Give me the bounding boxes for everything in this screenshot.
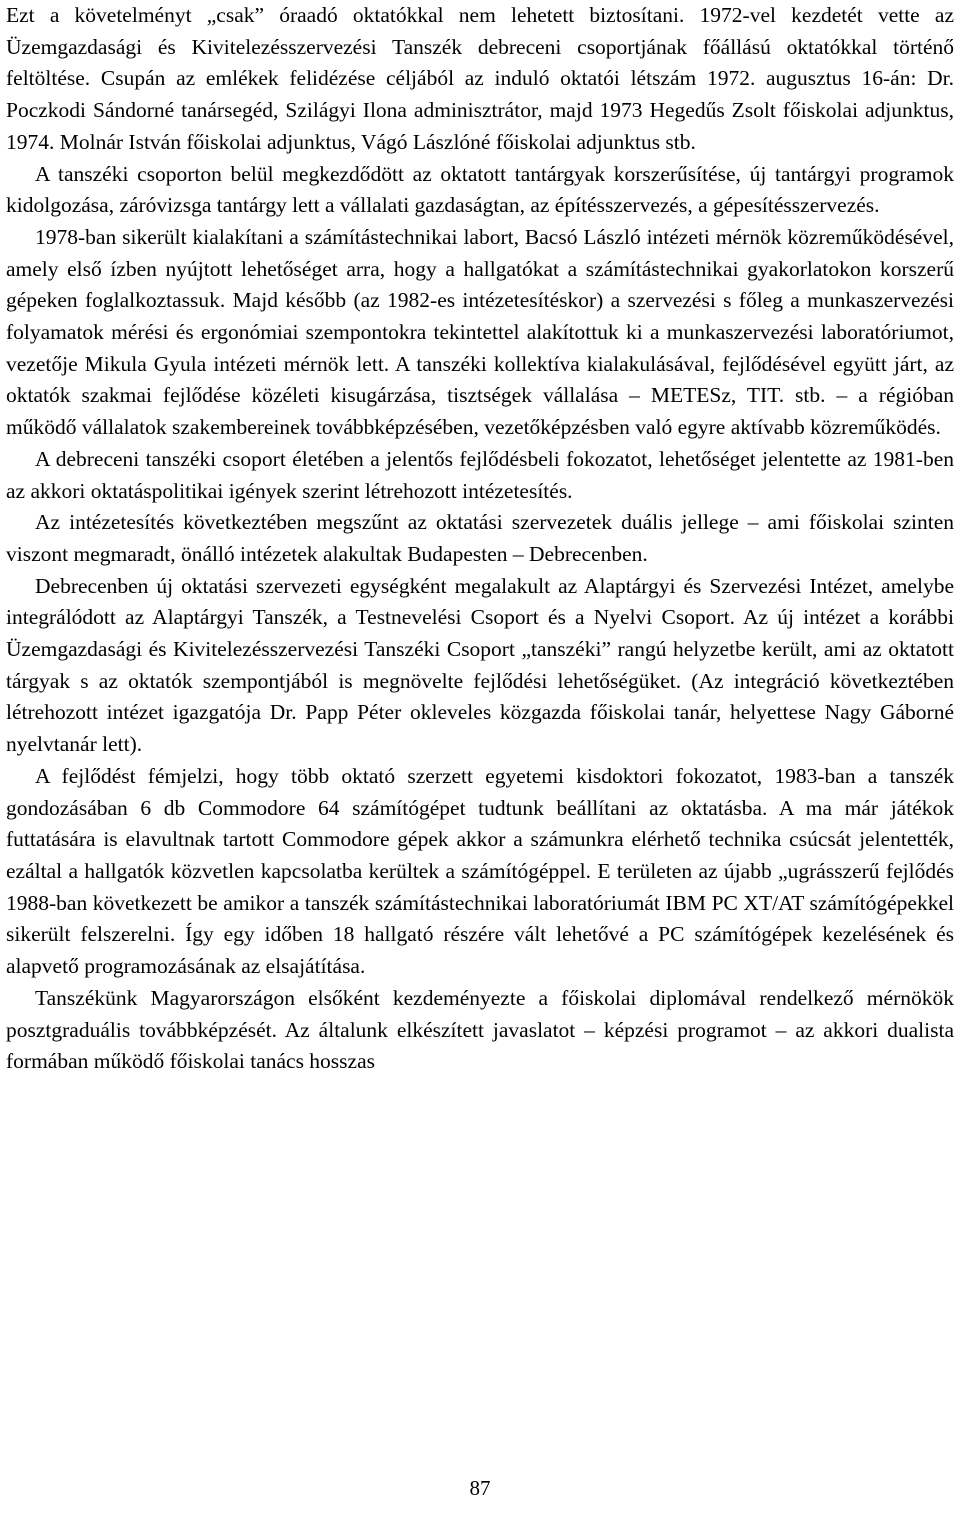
paragraph-2: A tanszéki csoporton belül megkezdődött az oktatott tantárgyak korszerűsítése, új tantárgyi programok kidolgozása, záróvizsga tantárgy lett a vállalati gazdaságtan, az építésszervezés, a gépesítésszervezés.	[6, 161, 954, 218]
paragraph-6: Debrecenben új oktatási szervezeti egységként megalakult az Alaptárgyi és Szervezési Intézet, amelybe integrálódott az Alaptárgyi Tanszék, a Testnevelési Csoport és a Nyelvi Csoport. Az új intézet a korábbi Üzemgazdasági és Kivitelezésszervezési Tanszéki Csoport „tanszéki” rangú helyzetbe került, ami az oktatott tárgyak s az oktatók szempontjából is megnövelte fejlődési lehetőségüket. (Az integráció következtében létrehozott intézet igazgatója Dr. Papp Péter okleveles közgazda főiskolai tanár, helyettese Nagy Gáborné nyelvtanár lett).	[6, 573, 954, 757]
paragraph-3: 1978-ban sikerült kialakítani a számítástechnikai labort, Bacsó László intézeti mérnök közreműködésével, amely első ízben nyújtott lehetőséget arra, hogy a hallgatókat a számítástechnikai gyakorlatokon korszerű gépeken foglalkoztassuk. Majd később (az 1982-es intézetesítéskor) a szervezési s főleg a munkaszervezési folyamatok mérési és ergonómiai szempontokra tekintettel alakítottuk ki a munkaszervezési laboratóriumot, vezetője Mikula Gyula intézeti mérnök lett. A tanszéki kollektíva kialakulásával, fejlődésével együtt járt, az oktatók szakmai fejlődése közéleti kisugárzása, tisztségek vállalása – METESz, TIT. stb. – a régióban működő vállalatok szakembereinek továbbképzésében, vezetőképzésben való egyre aktívabb közreműködés.	[6, 224, 954, 440]
paragraph-7: A fejlődést fémjelzi, hogy több oktató szerzett egyetemi kisdoktori fokozatot, 1983-ban a tanszék gondozásában 6 db Commodore 64 számítógépet tudtunk beállítani az oktatásba. A ma már játékok futtatására is elavultnak tartott Commodore gépek akkor a számunkra elérhető technika csúcsát jelentették, ezáltal a hallgatók közvetlen kapcsolatba kerültek a számítógéppel. E területen az újabb „ugrásszerű fejlődés 1988-ban következett be amikor a tanszék számítástechnikai laboratóriumát IBM PC XT/AT számítógépekkel sikerült felszerelni. Így egy időben 18 hallgató részére vált lehetővé a PC számítógépek kezelésének és alapvető programozásának az elsajátítása.	[6, 763, 954, 979]
page-number: 87	[469, 1476, 491, 1500]
paragraph-1: Ezt a követelményt „csak” óraadó oktatókkal nem lehetett biztosítani. 1972-vel kezdetét vette az Üzemgazdasági és Kivitelezésszervezési Tanszék debreceni csoportjának főállású oktatókkal történő feltöltése. Csupán az emlékek felidézése céljából az induló oktatói létszám 1972. augusztus 16-án: Dr. Poczkodi Sándorné tanársegéd, Szilágyi Ilona adminisztrátor, majd 1973 Hegedűs Zsolt főiskolai adjunktus, 1974. Molnár István főiskolai adjunktus, Vágó Lászlóné főiskolai adjunktus stb.	[6, 3, 954, 154]
document-body	[6, 0, 954, 1078]
paragraph-8: Tanszékünk Magyarországon elsőként kezdeményezte a főiskolai diplomával rendelkező mérnökök posztgraduális továbbképzését. Az általunk elkészített javaslatot – képzési programot – az akkori dualista formában működő főiskolai tanács hosszas	[6, 985, 954, 1074]
paragraph-4: A debreceni tanszéki csoport életében a jelentős fejlődésbeli fokozatot, lehetőséget jelentette az 1981-ben az akkori oktatáspolitikai igények szerint létrehozott intézetesítés.	[6, 446, 954, 503]
paragraph-5: Az intézetesítés következtében megszűnt az oktatási szervezetek duális jellege – ami főiskolai szinten viszont megmaradt, önálló intézetek alakultak Budapesten – Debrecenben.	[6, 510, 954, 566]
